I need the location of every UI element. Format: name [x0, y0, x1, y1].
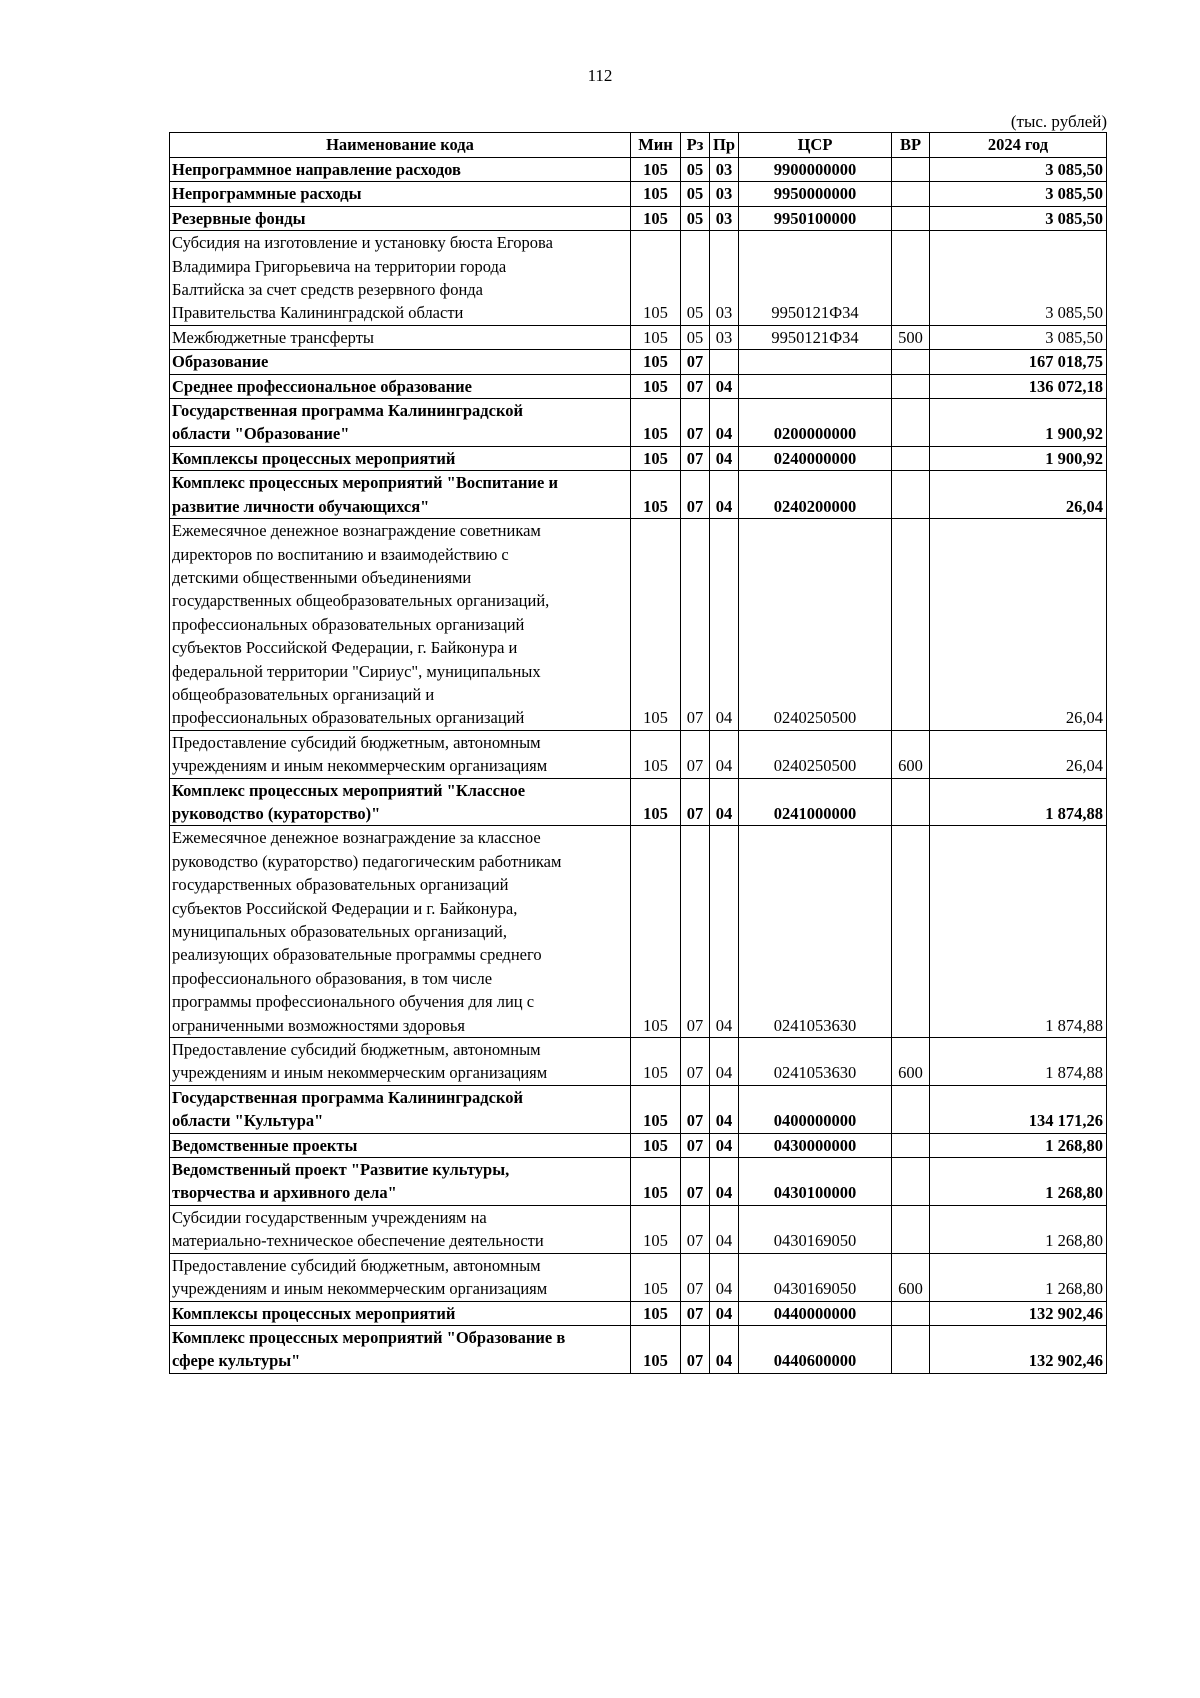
row-vr [892, 399, 930, 447]
row-name: Образование [170, 350, 631, 374]
row-pr: 04 [710, 826, 739, 1038]
row-rz: 07 [681, 730, 710, 778]
table-row [170, 1085, 1107, 1133]
row-min: 105 [631, 158, 681, 182]
row-vr [892, 1301, 930, 1325]
table-row [170, 826, 1107, 1038]
row-name: Ежемесячное денежное вознаграждение советникам директоров по воспитанию и взаимодействию с детскими общественными объединениями государственных общеобразовательных организаций, профессиональных образовательных организаций субъектов Российской Федерации, г. Байконура и федеральной территории "Сириус", муниципальных общеобразовательных организаций и профессиональных образовательных организаций [170, 519, 631, 731]
row-rz: 07 [681, 826, 710, 1038]
table-row [170, 519, 1107, 731]
row-name: Субсидия на изготовление и установку бюста Егорова Владимира Григорьевича на территории города Балтийска за счет средств резервного фонда Правительства Калининградской области [170, 231, 631, 326]
row-pr: 04 [710, 1301, 739, 1325]
row-amount: 1 874,88 [930, 1038, 1107, 1086]
row-vr [892, 778, 930, 826]
table-body [170, 158, 1107, 1374]
row-csr: 0430100000 [739, 1158, 892, 1206]
row-vr [892, 206, 930, 230]
table-row [170, 325, 1107, 349]
row-pr: 04 [710, 1158, 739, 1206]
row-csr: 0240250500 [739, 730, 892, 778]
row-vr [892, 471, 930, 519]
row-pr: 04 [710, 399, 739, 447]
row-name: Предоставление субсидий бюджетным, автономным учреждениям и иным некоммерческим организациям [170, 1253, 631, 1301]
row-rz: 05 [681, 182, 710, 206]
row-vr [892, 519, 930, 731]
row-pr: 04 [710, 730, 739, 778]
row-csr: 9950121Ф34 [739, 231, 892, 326]
row-min: 105 [631, 1085, 681, 1133]
row-amount: 3 085,50 [930, 206, 1107, 230]
row-pr: 04 [710, 1205, 739, 1253]
row-vr [892, 182, 930, 206]
row-name: Предоставление субсидий бюджетным, автономным учреждениям и иным некоммерческим организациям [170, 730, 631, 778]
row-amount: 1 900,92 [930, 399, 1107, 447]
table-row [170, 1205, 1107, 1253]
row-vr [892, 1205, 930, 1253]
row-name: Субсидии государственным учреждениям на материально-техническое обеспечение деятельности [170, 1205, 631, 1253]
row-amount: 1 874,88 [930, 826, 1107, 1038]
row-name: Ежемесячное денежное вознаграждение за классное руководство (кураторство) педагогическим работникам государственных образовательных организаций субъектов Российской Федерации и г. Байконура, муниципальных образовательных организаций, реализующих образовательные программы среднего профессионального образования, в том числе программы профессионального обучения для лиц с ограниченными возможностями здоровья [170, 826, 631, 1038]
table-header-row [170, 133, 1107, 158]
row-name: Комплексы процессных мероприятий [170, 446, 631, 470]
row-min: 105 [631, 374, 681, 398]
row-min: 105 [631, 182, 681, 206]
table-row [170, 1133, 1107, 1157]
row-csr: 9950000000 [739, 182, 892, 206]
row-rz: 07 [681, 374, 710, 398]
header-rz: Рз [681, 133, 710, 158]
page-number: 112 [587, 66, 613, 85]
row-vr: 600 [892, 1253, 930, 1301]
row-rz: 05 [681, 325, 710, 349]
row-amount: 26,04 [930, 730, 1107, 778]
row-name: Государственная программа Калининградской области "Образование" [170, 399, 631, 447]
row-amount: 1 268,80 [930, 1133, 1107, 1157]
row-csr: 9950100000 [739, 206, 892, 230]
row-min: 105 [631, 1301, 681, 1325]
row-vr [892, 826, 930, 1038]
row-vr: 500 [892, 325, 930, 349]
row-min: 105 [631, 778, 681, 826]
row-name: Среднее профессиональное образование [170, 374, 631, 398]
row-rz: 07 [681, 446, 710, 470]
row-amount: 1 268,80 [930, 1205, 1107, 1253]
row-rz: 07 [681, 778, 710, 826]
row-name: Государственная программа Калининградской области "Культура" [170, 1085, 631, 1133]
row-pr: 04 [710, 1253, 739, 1301]
table-row [170, 1301, 1107, 1325]
row-rz: 07 [681, 1205, 710, 1253]
row-amount: 136 072,18 [930, 374, 1107, 398]
row-pr: 03 [710, 325, 739, 349]
row-min: 105 [631, 1205, 681, 1253]
row-vr [892, 1133, 930, 1157]
header-vr: ВР [892, 133, 930, 158]
row-csr: 9950121Ф34 [739, 325, 892, 349]
row-min: 105 [631, 1038, 681, 1086]
row-amount: 3 085,50 [930, 325, 1107, 349]
row-rz: 05 [681, 158, 710, 182]
row-amount: 3 085,50 [930, 182, 1107, 206]
row-csr: 0200000000 [739, 399, 892, 447]
table-row [170, 1325, 1107, 1373]
row-pr: 04 [710, 374, 739, 398]
row-csr: 9900000000 [739, 158, 892, 182]
row-rz: 07 [681, 1038, 710, 1086]
table-row [170, 350, 1107, 374]
row-name: Резервные фонды [170, 206, 631, 230]
row-amount: 134 171,26 [930, 1085, 1107, 1133]
row-min: 105 [631, 399, 681, 447]
row-name: Комплекс процессных мероприятий "Образование в сфере культуры" [170, 1325, 631, 1373]
row-vr [892, 374, 930, 398]
header-name: Наименование кода [170, 133, 631, 158]
row-amount: 1 874,88 [930, 778, 1107, 826]
row-pr [710, 350, 739, 374]
row-vr [892, 350, 930, 374]
row-name: Комплексы процессных мероприятий [170, 1301, 631, 1325]
row-amount: 3 085,50 [930, 158, 1107, 182]
row-rz: 07 [681, 1325, 710, 1373]
row-amount: 167 018,75 [930, 350, 1107, 374]
row-min: 105 [631, 1325, 681, 1373]
row-amount: 1 900,92 [930, 446, 1107, 470]
row-vr [892, 1085, 930, 1133]
row-csr: 0440600000 [739, 1325, 892, 1373]
row-rz: 05 [681, 206, 710, 230]
row-min: 105 [631, 1133, 681, 1157]
row-name: Непрограммные расходы [170, 182, 631, 206]
row-rz: 07 [681, 1133, 710, 1157]
row-rz: 07 [681, 399, 710, 447]
header-pr: Пр [710, 133, 739, 158]
row-pr: 03 [710, 206, 739, 230]
row-csr: 0240250500 [739, 519, 892, 731]
row-min: 105 [631, 519, 681, 731]
table-row [170, 1253, 1107, 1301]
row-min: 105 [631, 446, 681, 470]
row-csr [739, 374, 892, 398]
row-pr: 04 [710, 446, 739, 470]
row-pr: 04 [710, 1038, 739, 1086]
row-min: 105 [631, 1158, 681, 1206]
row-pr: 04 [710, 778, 739, 826]
row-name: Комплекс процессных мероприятий "Воспитание и развитие личности обучающихся" [170, 471, 631, 519]
row-rz: 07 [681, 1253, 710, 1301]
header-csr: ЦСР [739, 133, 892, 158]
row-name: Непрограммное направление расходов [170, 158, 631, 182]
row-min: 105 [631, 826, 681, 1038]
row-pr: 04 [710, 519, 739, 731]
row-pr: 03 [710, 231, 739, 326]
header-year: 2024 год [930, 133, 1107, 158]
row-min: 105 [631, 350, 681, 374]
row-csr: 0240200000 [739, 471, 892, 519]
table-row [170, 158, 1107, 182]
row-name: Межбюджетные трансферты [170, 325, 631, 349]
row-min: 105 [631, 730, 681, 778]
table-row [170, 730, 1107, 778]
row-csr: 0241053630 [739, 1038, 892, 1086]
row-pr: 03 [710, 182, 739, 206]
budget-table [169, 132, 1107, 1374]
row-pr: 04 [710, 471, 739, 519]
row-rz: 07 [681, 1301, 710, 1325]
table-row [170, 471, 1107, 519]
row-rz: 07 [681, 350, 710, 374]
row-vr [892, 1325, 930, 1373]
row-vr: 600 [892, 730, 930, 778]
row-rz: 07 [681, 519, 710, 731]
row-csr: 0241000000 [739, 778, 892, 826]
table-row [170, 231, 1107, 326]
row-pr: 04 [710, 1085, 739, 1133]
row-name: Предоставление субсидий бюджетным, автономным учреждениям и иным некоммерческим организациям [170, 1038, 631, 1086]
row-min: 105 [631, 231, 681, 326]
table-row [170, 778, 1107, 826]
table-row [170, 182, 1107, 206]
row-pr: 04 [710, 1133, 739, 1157]
row-csr: 0430169050 [739, 1205, 892, 1253]
row-rz: 07 [681, 1158, 710, 1206]
row-name: Ведомственные проекты [170, 1133, 631, 1157]
header-min: Мин [631, 133, 681, 158]
table-row [170, 399, 1107, 447]
row-csr: 0400000000 [739, 1085, 892, 1133]
units-label: (тыс. рублей) [1010, 112, 1107, 131]
table-row [170, 1158, 1107, 1206]
row-csr: 0430000000 [739, 1133, 892, 1157]
row-amount: 3 085,50 [930, 231, 1107, 326]
row-vr [892, 158, 930, 182]
row-csr: 0241053630 [739, 826, 892, 1038]
row-amount: 1 268,80 [930, 1158, 1107, 1206]
table-row [170, 1038, 1107, 1086]
table-row [170, 446, 1107, 470]
row-vr [892, 446, 930, 470]
row-rz: 07 [681, 1085, 710, 1133]
row-vr [892, 231, 930, 326]
row-amount: 26,04 [930, 471, 1107, 519]
row-pr: 04 [710, 1325, 739, 1373]
row-amount: 132 902,46 [930, 1301, 1107, 1325]
row-csr: 0240000000 [739, 446, 892, 470]
row-amount: 1 268,80 [930, 1253, 1107, 1301]
row-min: 105 [631, 1253, 681, 1301]
row-min: 105 [631, 471, 681, 519]
table-row [170, 374, 1107, 398]
row-amount: 132 902,46 [930, 1325, 1107, 1373]
row-csr [739, 350, 892, 374]
table-row [170, 206, 1107, 230]
row-min: 105 [631, 206, 681, 230]
row-csr: 0440000000 [739, 1301, 892, 1325]
row-rz: 07 [681, 471, 710, 519]
row-amount: 26,04 [930, 519, 1107, 731]
row-rz: 05 [681, 231, 710, 326]
row-csr: 0430169050 [739, 1253, 892, 1301]
row-vr: 600 [892, 1038, 930, 1086]
row-pr: 03 [710, 158, 739, 182]
row-min: 105 [631, 325, 681, 349]
row-name: Ведомственный проект "Развитие культуры, творчества и архивного дела" [170, 1158, 631, 1206]
row-vr [892, 1158, 930, 1206]
row-name: Комплекс процессных мероприятий "Классное руководство (кураторство)" [170, 778, 631, 826]
